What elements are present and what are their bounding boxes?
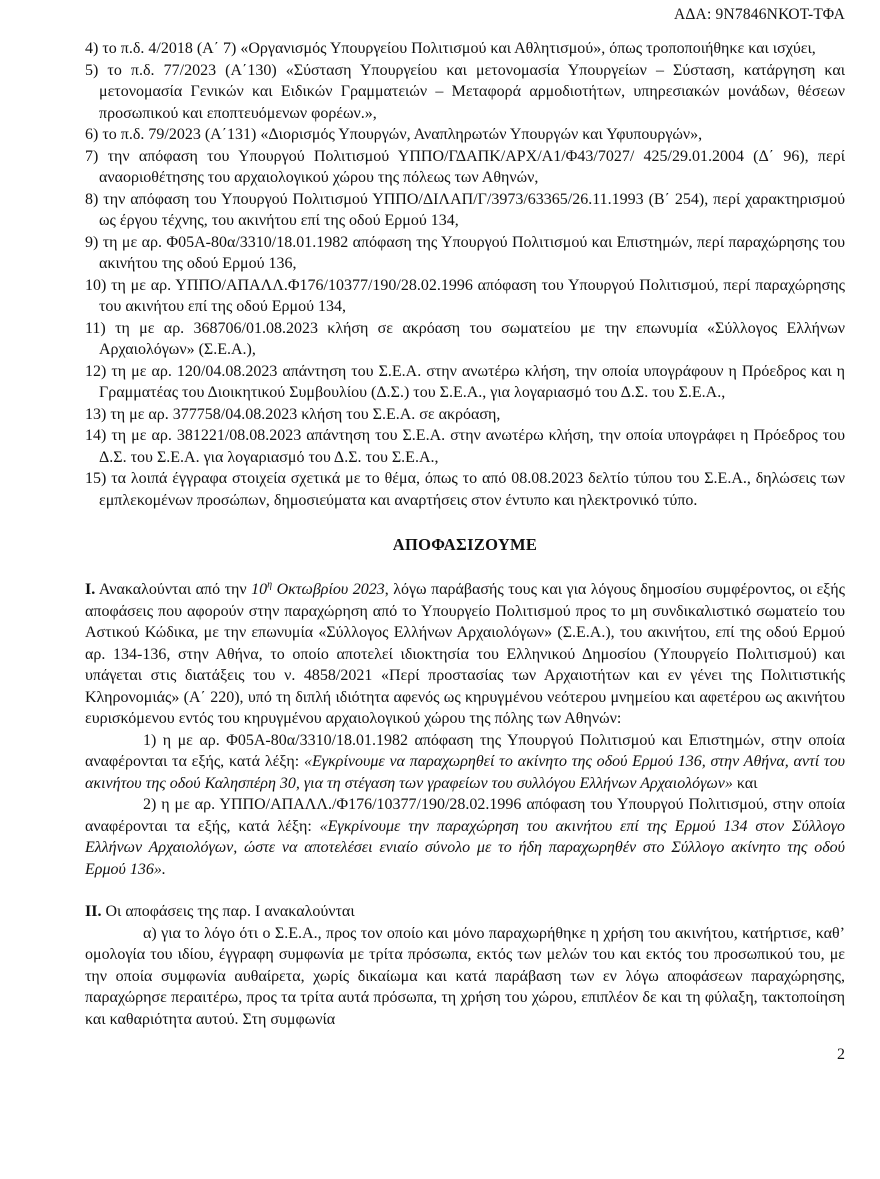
list-item-number: 12) xyxy=(85,362,107,380)
list-item xyxy=(85,60,845,125)
section-1-paragraph xyxy=(85,579,845,730)
list-item xyxy=(85,404,845,426)
revoked-decision-2-quote: «Εγκρίνουμε την παραχώρηση του ακινήτου επί της Ερμού 134 στον Σύλλογο Ελλήνων Αρχαιολόγων, ώστε να αποτελέσει ενιαίο σύνολο με το ήδη παραχωρηθέν στο Σύλλογο ακίνητο της οδού Ερμού 136». xyxy=(85,817,845,878)
list-item-text: τη με αρ. 368706/01.08.2023 κλήση σε ακρόαση του σωματείου με την επωνυμία «Σύλλογος Ελλήνων Αρχαιολόγων» (Σ.Ε.Α.), xyxy=(99,319,846,358)
section-2-paragraph xyxy=(85,901,845,923)
list-item-number: 14) xyxy=(85,427,107,444)
section-1-text-before-date: Ανακαλούνται από την xyxy=(98,581,247,598)
list-item-text: το π.δ. 4/2018 (Α΄ 7) «Οργανισμός Υπουργείου Πολιτισμού και Αθλητισμού», όπως τροποποιήθηκε και ισχύει, xyxy=(102,40,816,57)
list-item xyxy=(85,189,845,232)
list-item-number: 5) xyxy=(85,61,99,79)
list-item xyxy=(85,38,845,60)
list-item-number: 8) xyxy=(85,190,99,208)
page-number: 2 xyxy=(837,1046,845,1063)
revoked-decision-2-lead: 2) η με αρ. ΥΠΠΟ/ΑΠΑΛΛ./Φ176/10377/190/28.02.1996 απόφαση του Υπουργού Πολιτισμού, στην οποία αναφέρονται τα εξής, κατά λέξη: xyxy=(85,796,845,835)
list-item-text: τη με αρ. 120/04.08.2023 απάντηση του Σ.Ε.Α. στην ανωτέρω κλήση, την οποία υπογράφουν η Πρόεδρος και η Γραμματέας του Διοικητικού Συμβουλίου (Δ.Σ.) του Σ.Ε.Α., για λογαριασμό του Δ.Σ. του Σ.Ε.Α., xyxy=(99,362,846,401)
list-item xyxy=(85,361,845,404)
list-item-text: την απόφαση του Υπουργού Πολιτισμού ΥΠΠΟ/ΓΔΑΠΚ/ΑΡΧ/Α1/Φ43/7027/ 425/29.01.2004 (Δ΄ 96), περί αναοριοθέτησης του αρχαιολογικού χώρου της πόλεως των Αθηνών, xyxy=(99,147,846,186)
list-item xyxy=(85,124,845,146)
section-1-label: Ι. xyxy=(85,581,96,598)
date-ordinal-suffix: η xyxy=(267,579,273,591)
list-item xyxy=(85,146,845,189)
list-item-number: 7) xyxy=(85,147,99,165)
ada-number: ΑΔΑ: 9Ν7846ΝΚΟΤ-ΤΦΑ xyxy=(674,6,845,23)
revoked-decision-1 xyxy=(85,730,845,795)
list-item-text: το π.δ. 79/2023 (Α΄131) «Διορισμός Υπουργών, Αναπληρωτών Υπουργών και Υφυπουργών», xyxy=(102,126,703,143)
list-item-text: το π.δ. 77/2023 (Α΄130) «Σύσταση Υπουργείου και μετονομασία Υπουργείων – Σύσταση, κατάργηση και μετονομασία Γενικών και Ειδικών Γραμματειών – Μεταφορά αρμοδιοτήτων, υπηρεσιακών μονάδων, θέσεων προσωπικού και εποπτευόμενων φορέων.», xyxy=(99,61,846,122)
list-item-text: τη με αρ. Φ05Α-80α/3310/18.01.1982 απόφαση της Υπουργού Πολιτισμού και Επιστημών, περί παραχώρησης του ακινήτου της οδού Ερμού 136, xyxy=(99,233,846,272)
list-item-number: 13) xyxy=(85,405,107,423)
revocation-date xyxy=(251,581,385,598)
list-item xyxy=(85,318,845,361)
list-item-number: 6) xyxy=(85,126,99,143)
list-item-number: 10) xyxy=(85,276,107,294)
section-2-text: Οι αποφάσεις της παρ. Ι ανακαλούνται xyxy=(105,903,355,920)
list-item-text: τη με αρ. 377758/04.08.2023 κλήση του Σ.Ε.Α. σε ακρόαση, xyxy=(110,405,501,423)
reason-a-paragraph: α) για το λόγο ότι ο Σ.Ε.Α., προς τον οποίο και μόνο παραχωρήθηκε η χρήση του ακινήτου, κατήρτισε, καθ’ ομολογία του ιδίου, έγγραφη συμφωνία με τρίτα πρόσωπα, εκτός των μελών του και εκτός του προσωπικού του, με την οποία συμφωνία αυθαίρετα, χωρίς δικαίωμα και κατά παράβαση των εν λόγω αποφάσεων παραχώρησης, παραχώρησε περαιτέρω, προς τα τρίτα αυτά πρόσωπα, τη χρήση του χώρου, επιπλέον δε και τη φύλαξη, τακτοποίηση και καθαριότητα αυτού. Στη συμφωνία xyxy=(85,924,845,1028)
revoked-decision-2 xyxy=(85,794,845,880)
list-item xyxy=(85,468,845,511)
date-month-year: Οκτωβρίου 2023 xyxy=(276,581,385,598)
section-1-text-after-date: , λόγω παράβασής τους και για λόγους δημοσίου συμφέροντος, οι εξής αποφάσεις που αφορούν στην παραχώρηση από το Υπουργείο Πολιτισμού προς το μη συνδικαλιστικό σωματείο του Αστικού Κώδικα, με την επωνυμία «Σύλλογος Ελλήνων Αρχαιολόγων» (Σ.Ε.Α.), του ακινήτου, επί της οδού Ερμού αρ. 134-136, στην Αθήνα, το οποίο αποτελεί ιδιοκτησία του Ελληνικού Δημοσίου (Υπουργείο Πολιτισμού) και υπάγεται στις διατάξεις του ν. 4858/2021 «Περί προστασίας των Αρχαιοτήτων και εν γένει της Πολιτιστικής Κληρονομιάς» (Α΄ 220), υπό τη διπλή ιδιότητα αφενός ως κηρυγμένου νεότερου μνημείου και αφετέρου ως ακινήτου ευρισκόμενου εντός του κηρυγμένου αρχαιολογικού χώρου της πόλης των Αθηνών: xyxy=(85,581,846,727)
list-item-text: τη με αρ. ΥΠΠΟ/ΑΠΑΛΛ.Φ176/10377/190/28.02.1996 απόφαση του Υπουργού Πολιτισμού, περί παραχώρησης του ακινήτου επί της οδού Ερμού 134, xyxy=(99,276,846,315)
recitals-list xyxy=(85,38,845,511)
list-item-text: την απόφαση του Υπουργού Πολιτισμού ΥΠΠΟ/ΔΙΛΑΠ/Γ/3973/63365/26.11.1993 (Β΄ 254), περί χαρακτηρισμού ως έργου τέχνης, του ακινήτου επί της οδού Ερμού 134, xyxy=(99,190,845,229)
list-item-number: 9) xyxy=(85,233,99,251)
list-item xyxy=(85,232,845,275)
revoked-decision-1-quote: «Εγκρίνουμε να παραχωρηθεί το ακίνητο της οδού Ερμού 136, στην Αθήνα, αντί του ακινήτου της οδού Καλησπέρη 30, για τη στέγαση των γραφείων του συλλόγου Ελλήνων Αρχαιολόγων» xyxy=(85,753,846,792)
date-number: 10 xyxy=(251,581,268,598)
list-item-text: τα λοιπά έγγραφα στοιχεία σχετικά με το θέμα, όπως το από 08.08.2023 δελτίο τύπου του Σ.Ε.Α., δηλώσεις των εμπλεκομένων προσώπων, δημοσιεύματα και αναρτήσεις στον έντυπο και ηλεκτρονικό τύπο. xyxy=(99,470,846,509)
decision-heading: ΑΠΟΦΑΣΙΖΟΥΜΕ xyxy=(392,535,538,554)
list-item-number: 15) xyxy=(85,470,107,487)
section-2-label: ΙΙ. xyxy=(85,903,102,920)
list-item-number: 11) xyxy=(85,319,106,337)
list-item-number: 4) xyxy=(85,40,99,57)
list-item-text: τη με αρ. 381221/08.08.2023 απάντηση του Σ.Ε.Α. στην ανωτέρω κλήση, την οποία υπογράφει η Πρόεδρος του Δ.Σ. του Σ.Ε.Α. για λογαριασμό του Δ.Σ. του Σ.Ε.Α., xyxy=(99,427,846,466)
list-item xyxy=(85,275,845,318)
revoked-decision-1-lead: 1) η με αρ. Φ05Α-80α/3310/18.01.1982 απόφαση της Υπουργού Πολιτισμού και Επιστημών, στην οποία αναφέρονται τα εξής, κατά λέξη: xyxy=(85,731,845,770)
revoked-decision-1-tail: και xyxy=(732,774,758,792)
list-item xyxy=(85,425,845,468)
